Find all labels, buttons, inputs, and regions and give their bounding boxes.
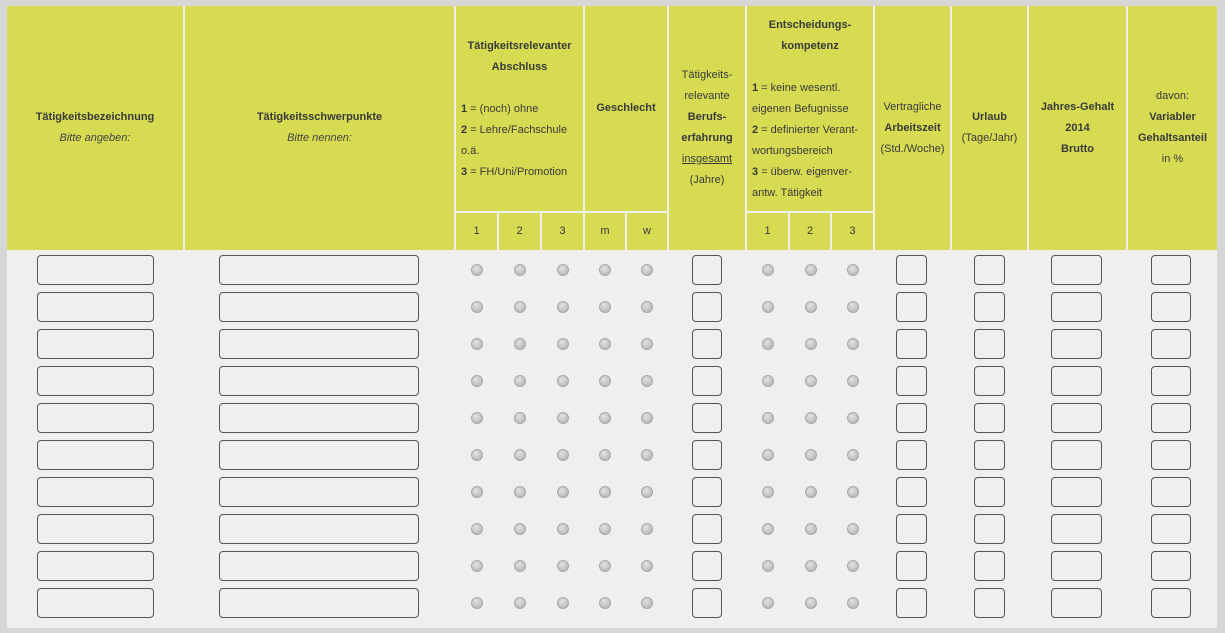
entscheidung-2-radio[interactable] [805,338,817,350]
bezeichnung-input[interactable] [37,551,154,581]
schwerpunkte-input[interactable] [219,551,419,581]
entscheidung-1-radio[interactable] [762,338,774,350]
entscheidung-3-radio[interactable] [847,449,859,461]
abschluss-option-1: 1 = (noch) ohne [461,103,539,115]
bezeichnung-input[interactable] [37,403,154,433]
gehalt-input[interactable] [1051,588,1102,618]
arbeitszeit-input[interactable] [896,292,927,322]
geschlecht-w-radio[interactable] [641,412,653,424]
entscheidung-2-radio[interactable] [805,597,817,609]
schwerpunkte-input[interactable] [219,588,419,618]
variabler-anteil-input[interactable] [1151,255,1191,285]
schwerpunkte-input[interactable] [219,477,419,507]
gehalt-input[interactable] [1051,366,1102,396]
geschlecht-w-radio[interactable] [641,301,653,313]
geschlecht-m-radio[interactable] [599,523,611,535]
berufserfahrung-input[interactable] [692,440,722,470]
geschlecht-w-radio[interactable] [641,375,653,387]
variabler-anteil-input[interactable] [1151,403,1191,433]
header-variabler-gehaltsanteil [1128,6,1217,250]
urlaub-line-2: (Tage/Jahr) [961,132,1018,144]
arbeitszeit-line-3: (Std./Woche) [880,142,945,155]
entscheidung-3-radio[interactable] [847,375,859,387]
entscheidung-1-radio[interactable] [762,412,774,424]
entscheidung-1-radio[interactable] [762,523,774,535]
salary-survey-form [7,6,1217,628]
berufserfahrung-input[interactable] [692,292,722,322]
berufserfahrung-input[interactable] [692,588,722,618]
header-bezeichnung-hint: Bitte angeben: [59,132,131,144]
abschluss-2-radio[interactable] [514,412,526,424]
abschluss-3-radio[interactable] [557,338,569,350]
geschlecht-m-radio[interactable] [599,560,611,572]
variabler-anteil-input[interactable] [1151,551,1191,581]
entscheidung-1-radio[interactable] [762,486,774,498]
berufserfahrung-input[interactable] [692,255,722,285]
entscheidung-line-6: antw. Tätigkeit [752,187,823,199]
header-entscheidung-title-1: Entscheidungs- [768,19,852,31]
geschlecht-w-radio[interactable] [641,523,653,535]
gehalt-input[interactable] [1051,329,1102,359]
geschlecht-m-radio[interactable] [599,412,611,424]
entscheidung-3-radio[interactable] [847,560,859,572]
variabler-anteil-input[interactable] [1151,292,1191,322]
variabler-anteil-input[interactable] [1151,329,1191,359]
urlaub-input[interactable] [974,329,1005,359]
geschlecht-m-radio[interactable] [599,449,611,461]
entscheidung-1-radio[interactable] [762,560,774,572]
arbeitszeit-input[interactable] [896,366,927,396]
gehalt-input[interactable] [1051,477,1102,507]
abschluss-2-radio[interactable] [514,301,526,313]
geschlecht-m-radio[interactable] [599,486,611,498]
gehalt-input[interactable] [1051,403,1102,433]
bezeichnung-input[interactable] [37,329,154,359]
berufserfahrung-input[interactable] [692,329,722,359]
berufserfahrung-line-1: Tätigkeits- [681,69,733,81]
geschlecht-m-radio[interactable] [599,338,611,350]
abschluss-1-radio[interactable] [471,264,483,276]
geschlecht-w-radio[interactable] [641,597,653,609]
berufserfahrung-line-3: Berufs- [687,111,727,123]
entscheidung-1-radio[interactable] [762,264,774,276]
entscheidung-3-radio[interactable] [847,412,859,424]
entscheidung-3-radio[interactable] [847,264,859,276]
header-schwerpunkte-title: Tätigkeitsschwerpunkte [256,111,383,123]
variabler-anteil-input[interactable] [1151,514,1191,544]
abschluss-3-radio[interactable] [557,375,569,387]
header-taetigkeitsbezeichnung [7,6,183,250]
entscheidung-3-radio[interactable] [847,486,859,498]
arbeitszeit-input[interactable] [896,440,927,470]
abschluss-2-radio[interactable] [514,449,526,461]
entscheidung-line-1: 1 = keine wesentl. [752,82,841,94]
geschlecht-w-radio[interactable] [641,449,653,461]
entscheidung-sub-1: 1 [747,213,788,250]
header-geschlecht: Geschlecht [585,6,667,211]
urlaub-input[interactable] [974,255,1005,285]
abschluss-2-radio[interactable] [514,264,526,276]
entscheidung-1-radio[interactable] [762,375,774,387]
entscheidung-3-radio[interactable] [847,523,859,535]
header-abschluss-title-2: Abschluss [491,61,548,73]
entscheidung-2-radio[interactable] [805,560,817,572]
urlaub-input[interactable] [974,551,1005,581]
bezeichnung-input[interactable] [37,440,154,470]
variabler-anteil-input[interactable] [1151,440,1191,470]
header-entscheidungskompetenz [747,6,873,211]
geschlecht-m-radio[interactable] [599,597,611,609]
abschluss-1-radio[interactable] [471,597,483,609]
berufserfahrung-line-5: insgesamt [681,153,733,165]
abschluss-2-radio[interactable] [514,523,526,535]
bezeichnung-input[interactable] [37,292,154,322]
geschlecht-m-radio[interactable] [599,375,611,387]
gehalt-input[interactable] [1051,514,1102,544]
gehalt-line-2: 2014 [1065,121,1090,134]
geschlecht-m-radio[interactable] [599,301,611,313]
entscheidung-3-radio[interactable] [847,301,859,313]
variabel-line-4: in % [1161,153,1184,165]
bezeichnung-input[interactable] [37,366,154,396]
abschluss-option-3: 3 = FH/Uni/Promotion [461,166,568,178]
entscheidung-1-radio[interactable] [762,597,774,609]
arbeitszeit-input[interactable] [896,403,927,433]
bezeichnung-input[interactable] [37,255,154,285]
arbeitszeit-line-2: Arbeitszeit [884,121,941,134]
variabler-anteil-input[interactable] [1151,477,1191,507]
entscheidung-line-3: 2 = definierter Verant- [752,124,859,136]
arbeitszeit-input[interactable] [896,551,927,581]
header-bezeichnung-title: Tätigkeitsbezeichnung [35,111,155,123]
abschluss-3-radio[interactable] [557,523,569,535]
gehalt-line-1: Jahres-Gehalt [1040,100,1115,113]
urlaub-input[interactable] [974,403,1005,433]
geschlecht-w-radio[interactable] [641,338,653,350]
arbeitszeit-input[interactable] [896,477,927,507]
schwerpunkte-input[interactable] [219,403,419,433]
entscheidung-3-radio[interactable] [847,597,859,609]
abschluss-sub-3: 3 [542,213,583,250]
arbeitszeit-input[interactable] [896,514,927,544]
urlaub-input[interactable] [974,477,1005,507]
bezeichnung-input[interactable] [37,588,154,618]
geschlecht-w-radio[interactable] [641,264,653,276]
entscheidung-sub-3: 3 [832,213,873,250]
entscheidung-1-radio[interactable] [762,449,774,461]
berufserfahrung-line-2: relevante [684,90,730,102]
abschluss-3-radio[interactable] [557,301,569,313]
header-schwerpunkte-hint: Bitte nennen: [287,132,352,144]
schwerpunkte-input[interactable] [219,514,419,544]
entscheidung-2-radio[interactable] [805,264,817,276]
abschluss-3-radio[interactable] [557,486,569,498]
entscheidung-3-radio[interactable] [847,338,859,350]
variabler-anteil-input[interactable] [1151,366,1191,396]
gehalt-input[interactable] [1051,292,1102,322]
gehalt-line-3: Brutto [1061,142,1094,155]
geschlecht-w-radio[interactable] [641,486,653,498]
bezeichnung-input[interactable] [37,514,154,544]
berufserfahrung-input[interactable] [692,551,722,581]
abschluss-1-radio[interactable] [471,375,483,387]
schwerpunkte-input[interactable] [219,292,419,322]
urlaub-input[interactable] [974,440,1005,470]
gehalt-input[interactable] [1051,255,1102,285]
abschluss-3-radio[interactable] [557,264,569,276]
entscheidung-line-4: wortungsbereich [752,145,833,157]
abschluss-1-radio[interactable] [471,523,483,535]
geschlecht-sub-w: w [627,213,667,250]
geschlecht-m-radio[interactable] [599,264,611,276]
abschluss-3-radio[interactable] [557,560,569,572]
entscheidung-2-radio[interactable] [805,449,817,461]
arbeitszeit-input[interactable] [896,588,927,618]
header-entscheidung-title-2: kompetenz [781,40,839,52]
berufserfahrung-line-6: (Jahre) [689,174,725,186]
abschluss-3-radio[interactable] [557,412,569,424]
arbeitszeit-line-1: Vertragliche [883,100,942,113]
entscheidung-2-radio[interactable] [805,523,817,535]
gehalt-input[interactable] [1051,551,1102,581]
abschluss-sub-1: 1 [456,213,497,250]
abschluss-1-radio[interactable] [471,560,483,572]
abschluss-1-radio[interactable] [471,412,483,424]
header-urlaub [952,6,1027,250]
berufserfahrung-input[interactable] [692,477,722,507]
urlaub-input[interactable] [974,366,1005,396]
arbeitszeit-input[interactable] [896,329,927,359]
schwerpunkte-input[interactable] [219,255,419,285]
header-jahresgehalt [1029,6,1126,250]
variabler-anteil-input[interactable] [1151,588,1191,618]
urlaub-line-1: Urlaub [972,111,1007,123]
abschluss-2-radio[interactable] [514,338,526,350]
entscheidung-line-5: 3 = überw. eigenver- [752,166,852,178]
abschluss-2-radio[interactable] [514,560,526,572]
abschluss-option-2: 2 = Lehre/Fachschule [461,124,568,136]
entscheidung-1-radio[interactable] [762,301,774,313]
abschluss-2-radio[interactable] [514,597,526,609]
entscheidung-2-radio[interactable] [805,375,817,387]
arbeitszeit-input[interactable] [896,255,927,285]
entscheidung-2-radio[interactable] [805,412,817,424]
berufserfahrung-input[interactable] [692,514,722,544]
bezeichnung-input[interactable] [37,477,154,507]
variabel-line-3: Gehaltsanteil [1137,132,1208,144]
entscheidung-line-2: eigenen Befugnisse [752,103,849,115]
urlaub-input[interactable] [974,588,1005,618]
abschluss-2-radio[interactable] [514,375,526,387]
abschluss-option-2-cont: o.ä. [461,145,480,157]
gehalt-input[interactable] [1051,440,1102,470]
abschluss-2-radio[interactable] [514,486,526,498]
abschluss-3-radio[interactable] [557,597,569,609]
schwerpunkte-input[interactable] [219,329,419,359]
abschluss-3-radio[interactable] [557,449,569,461]
entscheidung-sub-2: 2 [790,213,830,250]
header-taetigkeitsschwerpunkte [185,6,454,250]
header-arbeitszeit [875,6,950,250]
abschluss-1-radio[interactable] [471,338,483,350]
geschlecht-sub-m: m [585,213,625,250]
schwerpunkte-input[interactable] [219,440,419,470]
abschluss-sub-2: 2 [499,213,540,250]
variabel-line-2: Variabler [1149,111,1196,123]
entscheidung-2-radio[interactable] [805,301,817,313]
urlaub-input[interactable] [974,514,1005,544]
schwerpunkte-input[interactable] [219,366,419,396]
header-abschluss [456,6,583,211]
berufserfahrung-input[interactable] [692,366,722,396]
variabel-line-1: davon: [1155,90,1190,102]
abschluss-1-radio[interactable] [471,449,483,461]
abschluss-1-radio[interactable] [471,486,483,498]
header-abschluss-title-1: Tätigkeitsrelevanter [467,40,572,52]
berufserfahrung-input[interactable] [692,403,722,433]
entscheidung-2-radio[interactable] [805,486,817,498]
berufserfahrung-line-4: erfahrung [681,132,733,144]
abschluss-1-radio[interactable] [471,301,483,313]
urlaub-input[interactable] [974,292,1005,322]
header-berufserfahrung [669,6,745,250]
geschlecht-w-radio[interactable] [641,560,653,572]
